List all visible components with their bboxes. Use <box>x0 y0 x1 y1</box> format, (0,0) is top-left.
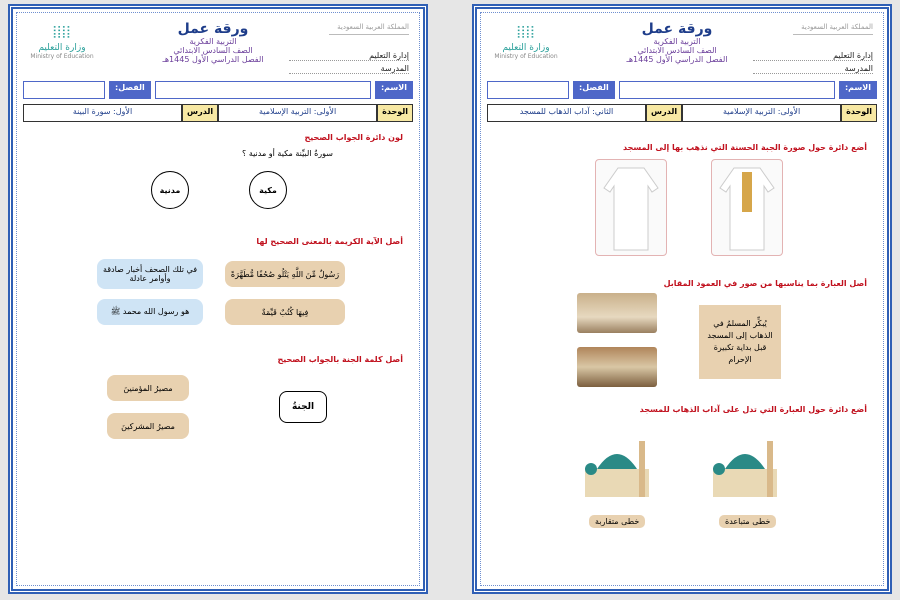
ministry-name: وزارة التعليم <box>502 43 550 53</box>
thobe-image-plain[interactable] <box>595 159 667 256</box>
question-3: أضع دائرة حول العبارة التي تدل على آداب الذهاب للمسجد <box>639 405 867 414</box>
grade-label: الصف السادس الابتدائي <box>173 46 253 55</box>
worksheet-title: ورقة عمل <box>177 21 249 37</box>
mosque-illustration-1 <box>705 429 785 499</box>
class-field[interactable] <box>23 81 105 99</box>
term-label: الفصل الدراسي الأول 1445هـ <box>626 55 728 64</box>
admin-fields <box>753 51 873 77</box>
question-1: لون دائرة الجواب الصحيح <box>304 133 403 142</box>
class-field[interactable] <box>487 81 569 99</box>
question-2: أصل العبارة بما يناسبها من صور في العمود المقابل <box>663 279 867 288</box>
admin-label: إدارة التعليم <box>289 51 409 61</box>
mosque-interior-photo-2[interactable] <box>577 347 657 387</box>
subject-label: التربية الفكرية <box>189 37 237 46</box>
ministry-logo <box>27 23 97 60</box>
ministry-logo-icon: ⦙⦙⦙⦙ <box>516 23 536 42</box>
lesson-label: الدرس <box>646 104 682 122</box>
grade-label: الصف السادس الابتدائي <box>637 46 717 55</box>
admin-label: إدارة التعليم <box>753 51 873 61</box>
ministry-name: وزارة التعليم <box>38 43 86 53</box>
admin-fields <box>289 51 409 77</box>
verse-card-2[interactable]: فِيهَا كُتُبٌ قَيِّمَةٌ <box>225 299 345 325</box>
name-field[interactable] <box>155 81 371 99</box>
unit-label: الوحدة <box>841 104 877 122</box>
verse-card-1[interactable]: رَسُولٌ مِّنَ اللَّهِ يَتْلُو صُحُفًا مُّطَهَّرَةً <box>225 261 345 287</box>
kingdom-name: المملكة العربية السعودية <box>801 23 873 31</box>
worksheet-title: ورقة عمل <box>641 21 713 37</box>
worksheet-page-left <box>8 4 428 594</box>
school-label: المدرسة <box>753 64 873 74</box>
option-tag-far-steps[interactable]: خطى متباعدة <box>719 515 776 528</box>
unit-lesson-row <box>487 104 877 122</box>
option-card-believers[interactable]: مصيرُ المؤمنينَ <box>107 375 189 401</box>
ministry-logo <box>491 23 561 60</box>
kingdom-emblem <box>793 23 873 38</box>
word-card-janna[interactable]: الجنةُ <box>279 391 327 423</box>
name-label: الاسم: <box>375 81 413 99</box>
answer-circle-makkiya[interactable]: مكية <box>249 171 287 209</box>
thobe-image-embroidered[interactable] <box>711 159 783 256</box>
unit-value: الأولى: التربية الإسلامية <box>218 104 377 122</box>
worksheet-title-block <box>143 21 283 64</box>
meaning-card-1[interactable]: في تلك الصحف أخبار صادقة وأوامر عادلة <box>97 259 203 289</box>
mosque-illustration-2 <box>577 429 657 499</box>
unit-label: الوحدة <box>377 104 413 122</box>
class-label: الفصل: <box>573 81 615 99</box>
class-label: الفصل: <box>109 81 151 99</box>
lesson-value: الثاني: آداب الذهاب للمسجد <box>487 104 646 122</box>
ministry-logo-icon: ⦙⦙⦙⦙ <box>52 23 72 42</box>
lesson-label: الدرس <box>182 104 218 122</box>
option-tag-close-steps[interactable]: خطى متقاربة <box>589 515 645 528</box>
thobe-plain-icon <box>596 160 666 255</box>
question-2: أصل الآية الكريمة بالمعنى الصحيح لها <box>256 237 403 246</box>
unit-value: الأولى: التربية الإسلامية <box>682 104 841 122</box>
ministry-name-en: Ministry of Education <box>30 53 94 60</box>
answer-circle-madaniya[interactable]: مدنية <box>151 171 189 209</box>
question-1: أضع دائرة حول صورة الجبة الحسنة التي نذهب بها إلى المسجد <box>622 143 867 152</box>
name-label: الاسم: <box>839 81 877 99</box>
lesson-value: الأول: سورة البينة <box>23 104 182 122</box>
student-info-row <box>487 81 877 99</box>
mosque-interior-photo-1[interactable] <box>577 293 657 333</box>
question-3: أصل كلمة الجنة بالجواب الصحيح <box>277 355 403 364</box>
name-field[interactable] <box>619 81 835 99</box>
kingdom-name: المملكة العربية السعودية <box>337 23 409 31</box>
meaning-card-2[interactable]: هو رسول الله محمد ﷺ <box>97 299 203 325</box>
thobe-embroidered-icon <box>712 160 782 255</box>
school-label: المدرسة <box>289 64 409 74</box>
student-info-row <box>23 81 413 99</box>
worksheet-title-block <box>607 21 747 64</box>
statement-card[interactable]: يُبكِّر المسلمُ في الذهاب إلى المسجد قبل بداية تكبيرة الإحرام <box>699 305 781 379</box>
mosque-icon <box>705 429 785 499</box>
option-card-polytheists[interactable]: مصيرُ المشركينَ <box>107 413 189 439</box>
mosque-icon <box>577 429 657 499</box>
subject-label: التربية الفكرية <box>653 37 701 46</box>
worksheet-page-right <box>472 4 892 594</box>
ministry-name-en: Ministry of Education <box>494 53 558 60</box>
kingdom-emblem <box>329 23 409 38</box>
question-1-text: سورةُ البيِّنة مكية أو مدنية ؟ <box>242 149 333 158</box>
term-label: الفصل الدراسي الأول 1445هـ <box>162 55 264 64</box>
unit-lesson-row <box>23 104 413 122</box>
